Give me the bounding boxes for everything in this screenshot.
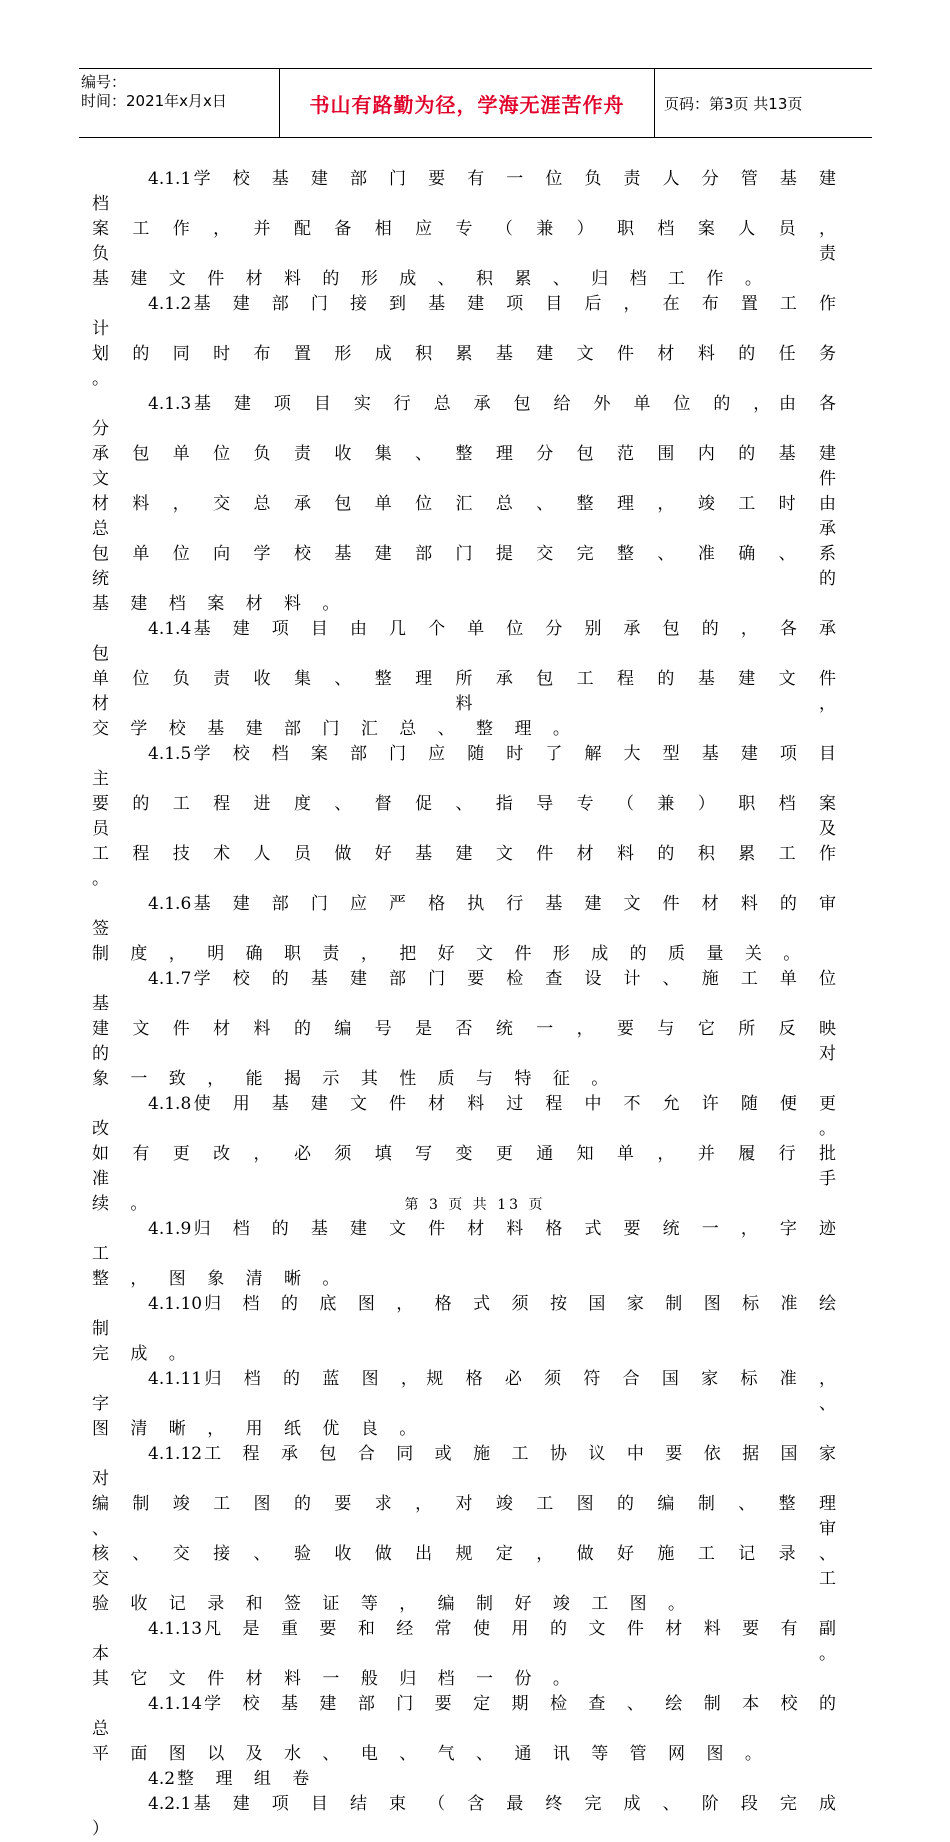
clause-number: 4.1.4	[148, 619, 192, 639]
clause-paragraph	[92, 167, 844, 292]
paragraph-line	[92, 792, 844, 842]
paragraph-line	[92, 942, 844, 967]
line-text: 归 档 的 蓝 图 ，规 格 必 须 符 合 国 家 标 准 ， 字 、	[92, 1369, 844, 1414]
paragraph-line	[92, 542, 844, 592]
paragraph-line	[92, 1492, 844, 1542]
paragraph-line	[92, 1367, 844, 1417]
line-text: 工 程 承 包 合 同 或 施 工 协 议 中 要 依 据 国 家 对	[92, 1444, 844, 1489]
clause-number: 4.1.11	[148, 1369, 203, 1389]
line-text: 要 的 工 程 进 度 、 督 促 、 指 导 专 （ 兼 ） 职 档 案 员 及	[92, 794, 844, 839]
clause-paragraph	[92, 1792, 844, 1842]
line-text: 基 建 部 门 接 到 基 建 项 目 后 ， 在 布 置 工 作 计	[92, 294, 844, 339]
clause-paragraph	[92, 617, 844, 742]
paragraph-line	[92, 742, 844, 792]
clause-paragraph	[92, 892, 844, 967]
paragraph-line	[92, 1767, 844, 1792]
clause-paragraph	[92, 1217, 844, 1292]
line-text: 案 工 作 ， 并 配 备 相 应 专 （ 兼 ） 职 档 案 人 员 ， 负 责	[92, 219, 844, 264]
line-text: 图 清 晰 ， 用 纸 优 良 。	[92, 1419, 425, 1439]
line-text: 建 文 件 材 料 的 编 号 是 否 统 一 ， 要 与 它 所 反 映 的 对	[92, 1019, 844, 1064]
paragraph-line	[92, 1542, 844, 1592]
paragraph-line	[92, 967, 844, 1017]
line-text: 象 一 致 ， 能 揭 示 其 性 质 与 特 征 。	[92, 1069, 617, 1089]
paragraph-line	[92, 1692, 844, 1742]
line-text: 整 理 组 卷	[177, 1769, 318, 1789]
clause-number: 4.1.8	[148, 1094, 192, 1114]
line-text: 基 建 项 目 结 束 （ 含 最 终 完 成 、 阶 段 完 成 ）	[92, 1794, 844, 1839]
document-body	[92, 167, 844, 1842]
paragraph-line	[92, 1067, 844, 1092]
line-text: 其 它 文 件 材 料 一 般 归 档 一 份 。	[92, 1669, 578, 1689]
line-text: 交 学 校 基 建 部 门 汇 总 、 整 理 。	[92, 719, 578, 739]
clause-number: 4.1.7	[148, 969, 192, 989]
line-text: 平 面 图 以 及 水 、 电 、 气 、 通 讯 等 管 网 图 。	[92, 1744, 770, 1764]
line-text: 归 档 的 基 建 文 件 材 料 格 式 要 统 一 ， 字 迹 工	[92, 1219, 844, 1264]
line-text: 包 单 位 向 学 校 基 建 部 门 提 交 完 整 、 准 确 、 系 统 的	[92, 544, 844, 589]
paragraph-line	[92, 1792, 844, 1842]
paragraph-line	[92, 667, 844, 717]
line-text: 编 制 竣 工 图 的 要 求 ， 对 竣 工 图 的 编 制 、 整 理 、 审	[92, 1494, 844, 1539]
paragraph-line	[92, 1092, 844, 1142]
paragraph-line	[92, 1667, 844, 1692]
clause-number: 4.1.13	[148, 1619, 203, 1639]
paragraph-line	[92, 1442, 844, 1492]
line-text: 基 建 项 目 实 行 总 承 包 给 外 单 位 的 ，由 各 分	[92, 394, 844, 439]
paragraph-line	[92, 1217, 844, 1267]
clause-number: 4.1.1	[148, 169, 192, 189]
header-time-label: 时间：2021年x月x日	[81, 92, 227, 110]
page-header	[79, 68, 872, 138]
paragraph-line	[92, 1617, 844, 1667]
paragraph-line	[92, 442, 844, 492]
line-text: 学 校 档 案 部 门 应 随 时 了 解 大 型 基 建 项 目 主	[92, 744, 844, 789]
clause-number: 4.1.5	[148, 744, 192, 764]
paragraph-line	[92, 592, 844, 617]
clause-paragraph	[92, 1367, 844, 1442]
line-text: 归 档 的 底 图 ， 格 式 须 按 国 家 制 图 标 准 绘 制	[92, 1294, 844, 1339]
line-text: 制 度 ， 明 确 职 责 ， 把 好 文 件 形 成 的 质 量 关 。	[92, 944, 809, 964]
line-text: 验 收 记 录 和 签 证 等 ， 编 制 好 竣 工 图 。	[92, 1594, 694, 1614]
paragraph-line	[92, 1592, 844, 1617]
clause-paragraph	[92, 967, 844, 1092]
header-number-label: 编号：	[81, 73, 127, 91]
clause-number: 4.1.3	[148, 394, 192, 414]
line-text: 基 建 项 目 由 几 个 单 位 分 别 承 包 的 ， 各 承 包	[92, 619, 844, 664]
clause-paragraph	[92, 1767, 844, 1792]
paragraph-line	[92, 842, 844, 892]
paragraph-line	[92, 1267, 844, 1292]
line-text: 学 校 的 基 建 部 门 要 检 查 设 计 、 施 工 单 位 基	[92, 969, 844, 1014]
line-text: 单 位 负 责 收 集 、 整 理 所 承 包 工 程 的 基 建 文 件 材 料 ，	[92, 669, 844, 714]
paragraph-line	[92, 1742, 844, 1767]
clause-number: 4.1.2	[148, 294, 192, 314]
paragraph-line	[92, 292, 844, 342]
line-text: 划 的 同 时 布 置 形 成 积 累 基 建 文 件 材 料 的 任 务 。	[92, 344, 844, 389]
line-text: 整 ， 图 象 清 晰 。	[92, 1269, 348, 1289]
line-text: 基 建 部 门 应 严 格 执 行 基 建 文 件 材 料 的 审 签	[92, 894, 844, 939]
header-page-info: 页码：第3页 共13页	[664, 94, 803, 113]
line-text: 学 校 基 建 部 门 要 有 一 位 负 责 人 分 管 基 建 档	[92, 169, 844, 214]
line-text: 使 用 基 建 文 件 材 料 过 程 中 不 允 许 随 便 更 改 。	[92, 1094, 844, 1139]
paragraph-line	[92, 1342, 844, 1367]
line-text: 核 、 交 接 、 验 收 做 出 规 定 ， 做 好 施 工 记 录 、 交 工	[92, 1544, 844, 1589]
clause-paragraph	[92, 1617, 844, 1692]
line-text: 工 程 技 术 人 员 做 好 基 建 文 件 材 料 的 积 累 工 作 。	[92, 844, 844, 889]
line-text: 完 成 。	[92, 1344, 194, 1364]
line-text: 学 校 基 建 部 门 要 定 期 检 查 、 绘 制 本 校 的 总	[92, 1694, 844, 1739]
paragraph-line	[92, 717, 844, 742]
line-text: 凡 是 重 要 和 经 常 使 用 的 文 件 材 料 要 有 副 本 。	[92, 1619, 844, 1664]
paragraph-line	[92, 267, 844, 292]
clause-paragraph	[92, 1692, 844, 1767]
clause-number: 4.1.9	[148, 1219, 192, 1239]
paragraph-line	[92, 1017, 844, 1067]
clause-number: 4.1.14	[148, 1694, 203, 1714]
paragraph-line	[92, 492, 844, 542]
paragraph-line	[92, 1142, 844, 1192]
clause-paragraph	[92, 742, 844, 892]
clause-paragraph	[92, 392, 844, 617]
paragraph-line	[92, 167, 844, 217]
clause-paragraph	[92, 292, 844, 392]
line-text: 材 料 ， 交 总 承 包 单 位 汇 总 、 整 理 ， 竣 工 时 由 总 承	[92, 494, 844, 539]
line-text: 基 建 档 案 材 料 。	[92, 594, 348, 614]
paragraph-line	[92, 1417, 844, 1442]
paragraph-line	[92, 217, 844, 267]
page-footer: 第 3 页 共 13 页	[404, 1197, 546, 1213]
header-meta	[79, 69, 280, 137]
clause-number: 4.2.1	[148, 1794, 192, 1814]
paragraph-line	[92, 342, 844, 392]
clause-number: 4.1.6	[148, 894, 192, 914]
line-text: 续 。	[92, 1194, 156, 1214]
clause-paragraph	[92, 1442, 844, 1617]
header-motto: 书山有路勤为径，学海无涯苦作舟	[280, 69, 655, 137]
clause-paragraph	[92, 1292, 844, 1367]
paragraph-line	[92, 617, 844, 667]
line-text: 承 包 单 位 负 责 收 集 、 整 理 分 包 范 围 内 的 基 建 文 件	[92, 444, 844, 489]
paragraph-line	[92, 892, 844, 942]
paragraph-line	[92, 1292, 844, 1342]
clause-number: 4.1.10	[148, 1294, 203, 1314]
line-text: 如 有 更 改 ， 必 须 填 写 变 更 通 知 单 ， 并 履 行 批 准 手	[92, 1144, 844, 1189]
clause-number: 4.2	[148, 1769, 176, 1789]
line-text: 基 建 文 件 材 料 的 形 成 、 积 累 、 归 档 工 作 。	[92, 269, 770, 289]
paragraph-line	[92, 392, 844, 442]
clause-number: 4.1.12	[148, 1444, 203, 1464]
